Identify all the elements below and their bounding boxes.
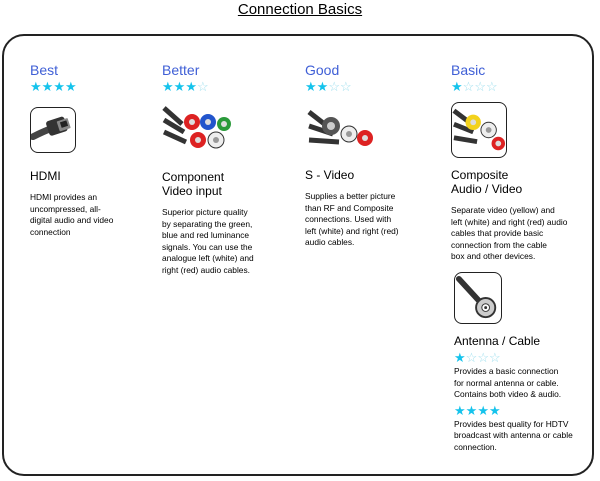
star-rating xyxy=(305,80,430,94)
connection-title: S - Video xyxy=(305,168,355,182)
star-filled-icon: ★ xyxy=(451,79,463,94)
star-empty-icon: ☆ xyxy=(196,79,209,94)
rating-label: Better xyxy=(162,62,200,78)
connection-description: Superior picture quality by separating the green, blue and red luminance signals. You can use the analogue left (white) and right (red) audio cables. xyxy=(162,207,254,275)
star-filled-icon: ★ xyxy=(64,79,77,94)
star-filled-icon: ★ xyxy=(30,79,42,94)
star-empty-icon: ☆ xyxy=(462,79,475,94)
connection-description: Supplies a better picture than RF and Composite connections. Used with left (white) and right (red) audio cables. xyxy=(305,191,399,247)
star-filled-icon: ★ xyxy=(454,350,466,365)
star-rating xyxy=(162,80,287,94)
column-svideo xyxy=(305,62,430,249)
component-cable-icon xyxy=(162,102,232,156)
star-filled-icon: ★ xyxy=(488,402,501,418)
antenna-block xyxy=(454,272,594,453)
column-component xyxy=(162,62,287,276)
star-empty-icon: ☆ xyxy=(328,79,340,94)
composite-cable-icon xyxy=(451,102,507,158)
star-rating xyxy=(454,404,594,418)
star-empty-icon: ☆ xyxy=(488,350,501,365)
column-composite xyxy=(451,62,591,263)
antenna-cable-icon xyxy=(454,272,502,324)
star-filled-icon: ★ xyxy=(305,79,317,94)
connection-description: Provides a basic connection for normal antenna or cable. Contains both video & audio. xyxy=(454,366,562,399)
connection-description: Separate video (yellow) and left (white) and right (red) audio cables that provide basic connection from the cable box and other devices. xyxy=(451,205,568,261)
connection-description: Provides best quality for HDTV broadcast with antenna or cable connection. xyxy=(454,418,573,452)
star-empty-icon: ☆ xyxy=(339,79,352,94)
star-filled-icon: ★ xyxy=(454,402,466,418)
star-filled-icon: ★ xyxy=(53,79,65,94)
star-empty-icon: ☆ xyxy=(485,79,498,94)
star-empty-icon: ☆ xyxy=(477,350,489,365)
rating-label: Best xyxy=(30,62,59,78)
connection-description: HDMI provides an uncompressed, all- digital audio and video connection xyxy=(30,192,114,237)
star-rating xyxy=(451,80,591,94)
star-filled-icon: ★ xyxy=(41,79,54,94)
star-filled-icon: ★ xyxy=(185,79,197,94)
star-filled-icon: ★ xyxy=(173,79,186,94)
connection-title: HDMI xyxy=(30,169,61,183)
page-title: Connection Basics xyxy=(237,1,363,18)
star-filled-icon: ★ xyxy=(162,79,174,94)
svideo-cable-icon xyxy=(305,102,375,154)
star-filled-icon: ★ xyxy=(316,79,329,94)
hdmi-cable-icon xyxy=(30,107,76,153)
star-empty-icon: ☆ xyxy=(465,350,478,365)
connection-title: Antenna / Cable xyxy=(454,334,541,348)
star-rating xyxy=(454,351,594,365)
connection-title: Composite Audio / Video xyxy=(451,168,523,196)
column-hdmi xyxy=(30,62,150,238)
rating-label: Basic xyxy=(451,62,486,78)
connection-title: Component Video input xyxy=(162,170,225,198)
star-rating xyxy=(30,80,150,94)
star-empty-icon: ☆ xyxy=(474,79,486,94)
rating-label: Good xyxy=(305,62,340,78)
star-filled-icon: ★ xyxy=(465,402,478,418)
star-filled-icon: ★ xyxy=(477,402,489,418)
